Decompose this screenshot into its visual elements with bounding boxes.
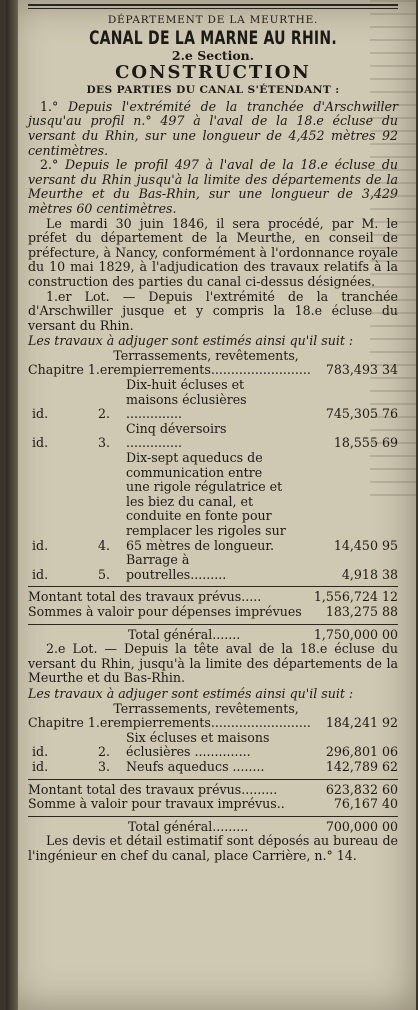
lot2-total-row: Total général......... 700,000 00: [128, 818, 398, 834]
item-2: 2.° Depuis le profil 497 à l'aval de la 18.e écluse du versant du Rhin jusqu'à la limite des départements de la Meurthe et du Bas-Rhin, sur une longueur de 3,429 mètres 60 centimètres.: [28, 157, 398, 216]
lot1-table: [28, 349, 398, 583]
table-row: id. 4. Dix-sept aqueducs de communication entre une rigole régulatrice et les biez du canal, et conduite en fonte pour remplacer les rigoles sur 65 mètres de longueur. 14,450 95: [32, 450, 398, 553]
divider: [28, 779, 398, 780]
construction-heading: CONSTRUCTION: [115, 62, 311, 84]
table-row: id. 2. Dix-huit écluses et maisons éclusières .............. 745,305 76: [32, 377, 398, 422]
table-row: Chapitre 1.er Terrassements, revêtements, empierrements......................... 783,493 34: [28, 347, 398, 378]
lot2-heading: 2.e Lot. — Depuis la tête aval de la 18.e écluse du versant du Rhin, jusqu'à la limite des départements de la Meurthe et du Bas-Rhin.: [28, 641, 398, 686]
divider: [28, 624, 398, 625]
item-1: 1.° Depuis l'extrémité de la tranchée d'Arschwiller jusqu'au profil n.° 497 à l'aval de la 18.e écluse du versant du Rhin, sur une longueur de 4,452 mètres 92 centimètres.: [28, 98, 398, 158]
canal-title: CANAL DE LA MARNE AU RHIN.: [89, 26, 337, 49]
lot2-montant-row: Montant total des travaux prévus......... 623,832 60: [28, 781, 398, 797]
announcement-paragraph: Le mardi 30 juin 1846, il sera procédé, par M. le préfet du département de la Meurthe, en conseil de préfecture, à Nancy, conformément à l'ordonnance royale du 10 mai 1829, à l'adjudication des travaux relatifs à la construction des parties du canal ci-dessus désignées.: [28, 215, 398, 289]
lot1-intro: Les travaux à adjuger sont estimés ainsi qu'il suit :: [28, 333, 354, 349]
table-row: id. 5. Barrage à poutrelles......... 4,918 38: [32, 552, 398, 582]
lot1-heading: 1.er Lot. — Depuis l'extrémité de la tranchée d'Arschwiller jusque et y compris la 18.e écluse du versant du Rhin.: [28, 288, 398, 333]
footer-note: Les devis et détail estimatif sont déposés au bureau de l'ingénieur en chef du canal, place Carrière, n.° 14.: [28, 833, 398, 863]
table-row: Chapitre 1.er Terrassements, revêtements, empierrements......................... 184,241 92: [28, 700, 398, 731]
lot2-sommes-row: Somme à valoir pour travaux imprévus.. 76,167 40: [28, 796, 398, 812]
lot1-total-row: Total général....... 1,750,000 00: [128, 626, 398, 642]
page-edge-shadow: [6, 0, 18, 1010]
divider: [28, 816, 398, 817]
parties-subtitle: DES PARTIES DU CANAL S'ÉTENDANT :: [86, 84, 340, 97]
top-rule: [28, 4, 398, 9]
lot1-montant-row: Montant total des travaux prévus..... 1,556,724 12: [28, 589, 398, 605]
newspaper-page: [6, 0, 416, 1010]
lot1-sommes-row: Sommes à valoir pour dépenses imprévues 183,275 88: [28, 603, 398, 619]
divider: [28, 586, 398, 587]
table-row: id. 2. Six écluses et maisons éclusières .............. 296,801 06: [32, 729, 398, 760]
department-line: DÉPARTEMENT DE LA MEURTHE.: [107, 14, 319, 26]
table-row: id. 3. Neufs aqueducs ........ 142,789 62: [32, 758, 398, 774]
table-row: id. 3. Cinq déversoirs .............. 18,555 69: [32, 420, 398, 451]
lot2-table: [28, 702, 398, 775]
notice-column: [28, 2, 398, 863]
lot2-intro: Les travaux à adjuger sont estimés ainsi qu'il suit :: [28, 685, 354, 701]
section-label: 2.e Section.: [171, 47, 255, 63]
